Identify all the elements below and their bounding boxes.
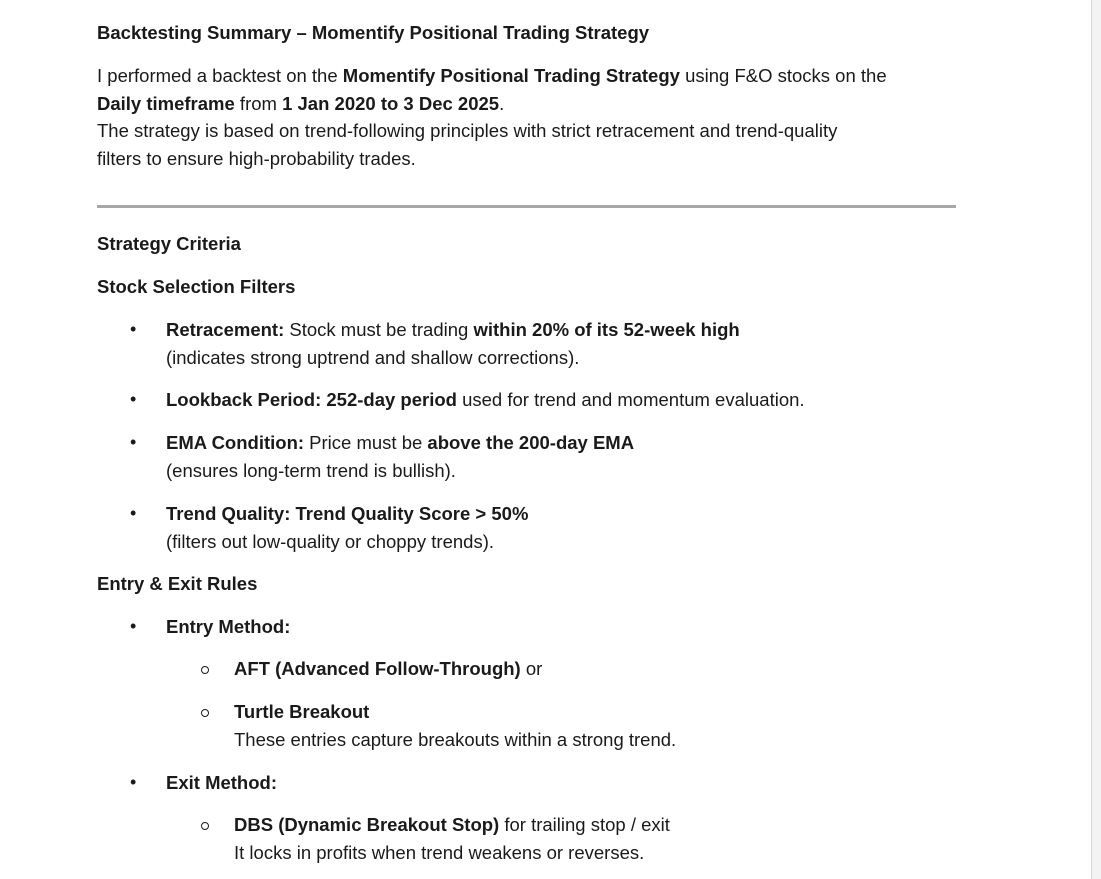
list-item-label: Exit Method: <box>166 772 277 793</box>
intro-text: . <box>499 93 505 114</box>
circle-bullet-icon <box>201 822 209 830</box>
intro-line-3: The strategy is based on trend-following principles with strict retracement and trend-quality <box>97 120 838 141</box>
intro-text: from <box>234 93 283 114</box>
circle-bullet-icon <box>201 666 209 674</box>
bullet-icon: • <box>130 389 137 409</box>
intro-line-2 <box>97 90 504 118</box>
document-title: Backtesting Summary – Momentify Positional Trading Strategy <box>97 22 650 43</box>
list-item-label: Lookback Period: 252-day period <box>166 389 457 410</box>
list-item-emphasis: within 20% of its 52-week high <box>473 319 740 340</box>
list-item-lookback <box>166 386 805 414</box>
list-item-text: Price must be <box>304 432 428 453</box>
circle-bullet-icon <box>201 709 209 717</box>
list-item-trend-quality <box>166 500 528 528</box>
sub-item-text: or <box>520 658 543 679</box>
sub-item-note: These entries capture breakouts within a strong trend. <box>234 729 677 750</box>
intro-text: I performed a backtest on the <box>97 65 343 86</box>
sub-item-dbs <box>234 811 670 839</box>
bullet-icon: • <box>130 616 137 636</box>
bullet-icon: • <box>130 432 137 452</box>
list-item-text: Stock must be trading <box>284 319 474 340</box>
list-item-text: used for trend and momentum evaluation. <box>456 389 805 410</box>
sub-item-label: AFT (Advanced Follow-Through) <box>234 658 521 679</box>
list-item-label: Retracement: <box>166 319 285 340</box>
strategy-criteria-heading: Strategy Criteria <box>97 233 241 254</box>
list-item-retracement <box>166 316 740 344</box>
bullet-icon: • <box>130 319 137 339</box>
sub-item-label: Turtle Breakout <box>234 701 370 722</box>
bullet-icon: • <box>130 772 137 792</box>
list-item-ema <box>166 429 634 457</box>
date-range: 1 Jan 2020 to 3 Dec 2025 <box>282 93 500 114</box>
sub-item-text: for trailing stop / exit <box>499 814 670 835</box>
list-item-note: (ensures long-term trend is bullish). <box>166 460 456 481</box>
stock-selection-heading: Stock Selection Filters <box>97 276 296 297</box>
horizontal-divider <box>97 205 956 208</box>
intro-text: using F&O stocks on the <box>679 65 887 86</box>
list-item-label: EMA Condition: <box>166 432 305 453</box>
list-item-note: (indicates strong uptrend and shallow corrections). <box>166 347 580 368</box>
entry-exit-heading: Entry & Exit Rules <box>97 573 258 594</box>
intro-line-1 <box>97 62 887 90</box>
list-item-note: (filters out low-quality or choppy trends). <box>166 531 494 552</box>
list-item-label: Trend Quality: Trend Quality Score > 50% <box>166 503 529 524</box>
list-item-label: Entry Method: <box>166 616 291 637</box>
timeframe: Daily timeframe <box>97 93 235 114</box>
sub-item-aft <box>234 655 542 683</box>
sub-item-turtle <box>234 698 369 726</box>
strategy-name: Momentify Positional Trading Strategy <box>342 65 680 86</box>
list-item-emphasis: above the 200-day EMA <box>427 432 635 453</box>
page-scroll-edge <box>1091 0 1101 879</box>
sub-item-label: DBS (Dynamic Breakout Stop) <box>234 814 500 835</box>
list-item-entry-method <box>166 613 290 641</box>
sub-item-note: It locks in profits when trend weakens or reverses. <box>234 842 645 863</box>
bullet-icon: • <box>130 503 137 523</box>
intro-line-4: filters to ensure high-probability trades. <box>97 148 416 169</box>
list-item-exit-method <box>166 769 277 797</box>
